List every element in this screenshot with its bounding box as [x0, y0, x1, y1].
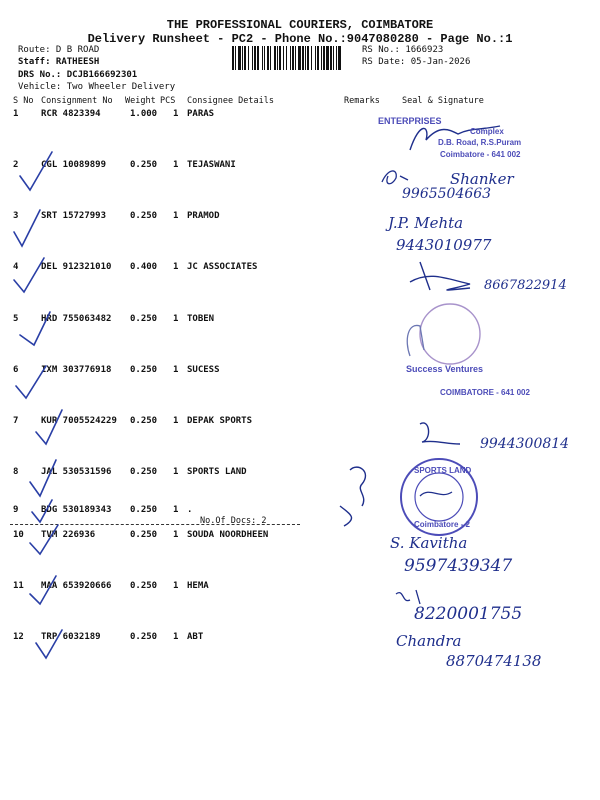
- row-sno: 4: [13, 262, 19, 272]
- tick-mark: [30, 576, 56, 604]
- tick-mark: [36, 410, 62, 444]
- row-consignee: PARAS: [187, 109, 215, 119]
- row-weight: 0.250: [130, 160, 158, 170]
- row-pcs: 1: [173, 505, 179, 515]
- stamp1-line1: ENTERPRISES: [378, 116, 442, 126]
- remarks-squiggle: [340, 467, 365, 526]
- row-consignee: PRAMOD: [187, 211, 220, 221]
- row-pcs: 1: [173, 109, 179, 119]
- row-pcs: 1: [173, 262, 179, 272]
- row-consignee: DEPAK SPORTS: [187, 416, 253, 426]
- row-sno: 7: [13, 416, 19, 426]
- row-consignment-no: TRP 6032189: [41, 632, 101, 642]
- row-consignment-no: CGL 10089899: [41, 160, 107, 170]
- row-weight: 0.250: [130, 314, 158, 324]
- row-sno: 11: [13, 581, 24, 591]
- runsheet-title: Delivery Runsheet - PC2 - Phone No.:9047080280 - Page No.:1: [87, 32, 513, 46]
- hand-r11-phone: 8220001755: [414, 604, 523, 624]
- signature-row2: [382, 171, 408, 184]
- stamp6-line2: COIMBATORE - 641 002: [440, 388, 530, 397]
- stamp1-line4: Coimbatore - 641 002: [440, 150, 521, 159]
- row-weight: 0.250: [130, 632, 158, 642]
- stamp8-bottom: Coimbatore - 2: [414, 520, 471, 529]
- tick-mark: [20, 312, 50, 345]
- tick-mark: [16, 366, 46, 398]
- row-weight: 0.250: [130, 416, 158, 426]
- signature-row7: [420, 423, 460, 444]
- row-consignee: TOBEN: [187, 314, 215, 324]
- drs-number: DRS No.: DCJB166692301: [18, 70, 138, 80]
- row-consignment-no: DEL 912321010: [41, 262, 112, 272]
- row-weight: 0.400: [130, 262, 158, 272]
- tick-mark: [32, 500, 52, 522]
- col-seal: Seal & Signature: [402, 96, 484, 106]
- row-pcs: 1: [173, 632, 179, 642]
- stamp1-line2: Complex: [470, 127, 504, 136]
- hand-r3-name: J.P. Mehta: [388, 214, 464, 232]
- row-pcs: 1: [173, 530, 179, 540]
- tick-mark: [14, 210, 40, 246]
- row-weight: 1.000: [130, 109, 158, 119]
- row-sno: 3: [13, 211, 19, 221]
- row-sno: 10: [13, 530, 24, 540]
- row-weight: 0.250: [130, 467, 158, 477]
- col-remarks: Remarks: [344, 96, 380, 106]
- tick-mark: [36, 630, 62, 658]
- hand-r10-phone: 9597439347: [404, 556, 513, 576]
- row-pcs: 1: [173, 416, 179, 426]
- row-sno: 8: [13, 467, 19, 477]
- col-weight: Weight: [125, 96, 156, 106]
- row-consignee: .: [187, 505, 193, 515]
- tick-mark: [30, 525, 58, 554]
- hand-r10-name: S. Kavitha: [390, 534, 468, 552]
- tick-mark: [20, 152, 52, 190]
- row-consignment-no: IXM 303776918: [41, 365, 112, 375]
- stamp1-line3: D.B. Road, R.S.Puram: [438, 138, 522, 147]
- row-weight: 0.250: [130, 581, 158, 591]
- row-consignment-no: HRD 755063482: [41, 314, 112, 324]
- row-pcs: 1: [173, 467, 179, 477]
- tick-mark: [30, 460, 56, 496]
- row-pcs: 1: [173, 365, 179, 375]
- col-sno: S No: [13, 96, 34, 106]
- row-consignee: JC ASSOCIATES: [187, 262, 258, 272]
- row-consignment-no: KUR 7005524229: [41, 416, 117, 426]
- row-note: No.Of Docs: 2: [200, 516, 267, 526]
- row-sno: 1: [13, 109, 19, 119]
- stamp-row5: [407, 304, 480, 364]
- row-weight: 0.250: [130, 505, 158, 515]
- hand-r4-phone: 8667822914: [484, 278, 567, 293]
- row-sno: 9: [13, 505, 19, 515]
- row-sno: 2: [13, 160, 19, 170]
- row-consignee: SOUDA NOORDHEEN: [187, 530, 269, 540]
- signature-row11: [396, 590, 420, 604]
- row-pcs: 1: [173, 581, 179, 591]
- row-consignee: SPORTS LAND: [187, 467, 247, 477]
- hand-r2-phone: 9965504663: [402, 186, 492, 202]
- route-text: Route: D B ROAD: [18, 45, 100, 55]
- signature-row4: [410, 262, 470, 290]
- stamp6-line1: Success Ventures: [406, 364, 484, 374]
- row-sno: 5: [13, 314, 19, 324]
- row-sno: 6: [13, 365, 19, 375]
- row-consignment-no: BDG 530189343: [41, 505, 112, 515]
- company-name: THE PROFESSIONAL COURIERS, COIMBATORE: [166, 18, 434, 32]
- col-consignment: Consignment No: [41, 96, 113, 106]
- row-consignment-no: JAL 530531596: [41, 467, 112, 477]
- rs-number: RS No.: 1666923: [362, 45, 444, 55]
- row-consignment-no: TVM 226936: [41, 530, 96, 540]
- tick-mark: [14, 258, 44, 292]
- staff-text: Staff: RATHEESH: [18, 57, 100, 67]
- stamp8-top: SPORTS LAND: [414, 466, 472, 475]
- hand-r12-name: Chandra: [396, 632, 462, 650]
- row-consignment-no: RCR 4823394: [41, 109, 101, 119]
- hand-r2-name: Shanker: [450, 170, 514, 188]
- row-sno: 12: [13, 632, 24, 642]
- row-consignee: TEJASWANI: [187, 160, 236, 170]
- row-consignment-no: SRT 15727993: [41, 211, 107, 221]
- row-consignee: HEMA: [187, 581, 209, 591]
- rs-date: RS Date: 05-Jan-2026: [362, 57, 471, 67]
- hand-r12-phone: 8870474138: [446, 652, 542, 670]
- row-pcs: 1: [173, 314, 179, 324]
- row-consignment-no: MAA 653920666: [41, 581, 112, 591]
- row-consignee: ABT: [187, 632, 204, 642]
- row-weight: 0.250: [130, 211, 158, 221]
- hand-r7-phone: 9944300814: [480, 436, 570, 452]
- row-weight: 0.250: [130, 365, 158, 375]
- col-consignee: Consignee Details: [187, 96, 274, 106]
- row-consignee: SUCESS: [187, 365, 220, 375]
- row-pcs: 1: [173, 211, 179, 221]
- vehicle-text: Vehicle: Two Wheeler Delivery: [18, 82, 176, 92]
- col-pcs: PCS: [160, 96, 176, 106]
- row-weight: 0.250: [130, 530, 158, 540]
- hand-r3-phone: 9443010977: [396, 236, 492, 254]
- row-pcs: 1: [173, 160, 179, 170]
